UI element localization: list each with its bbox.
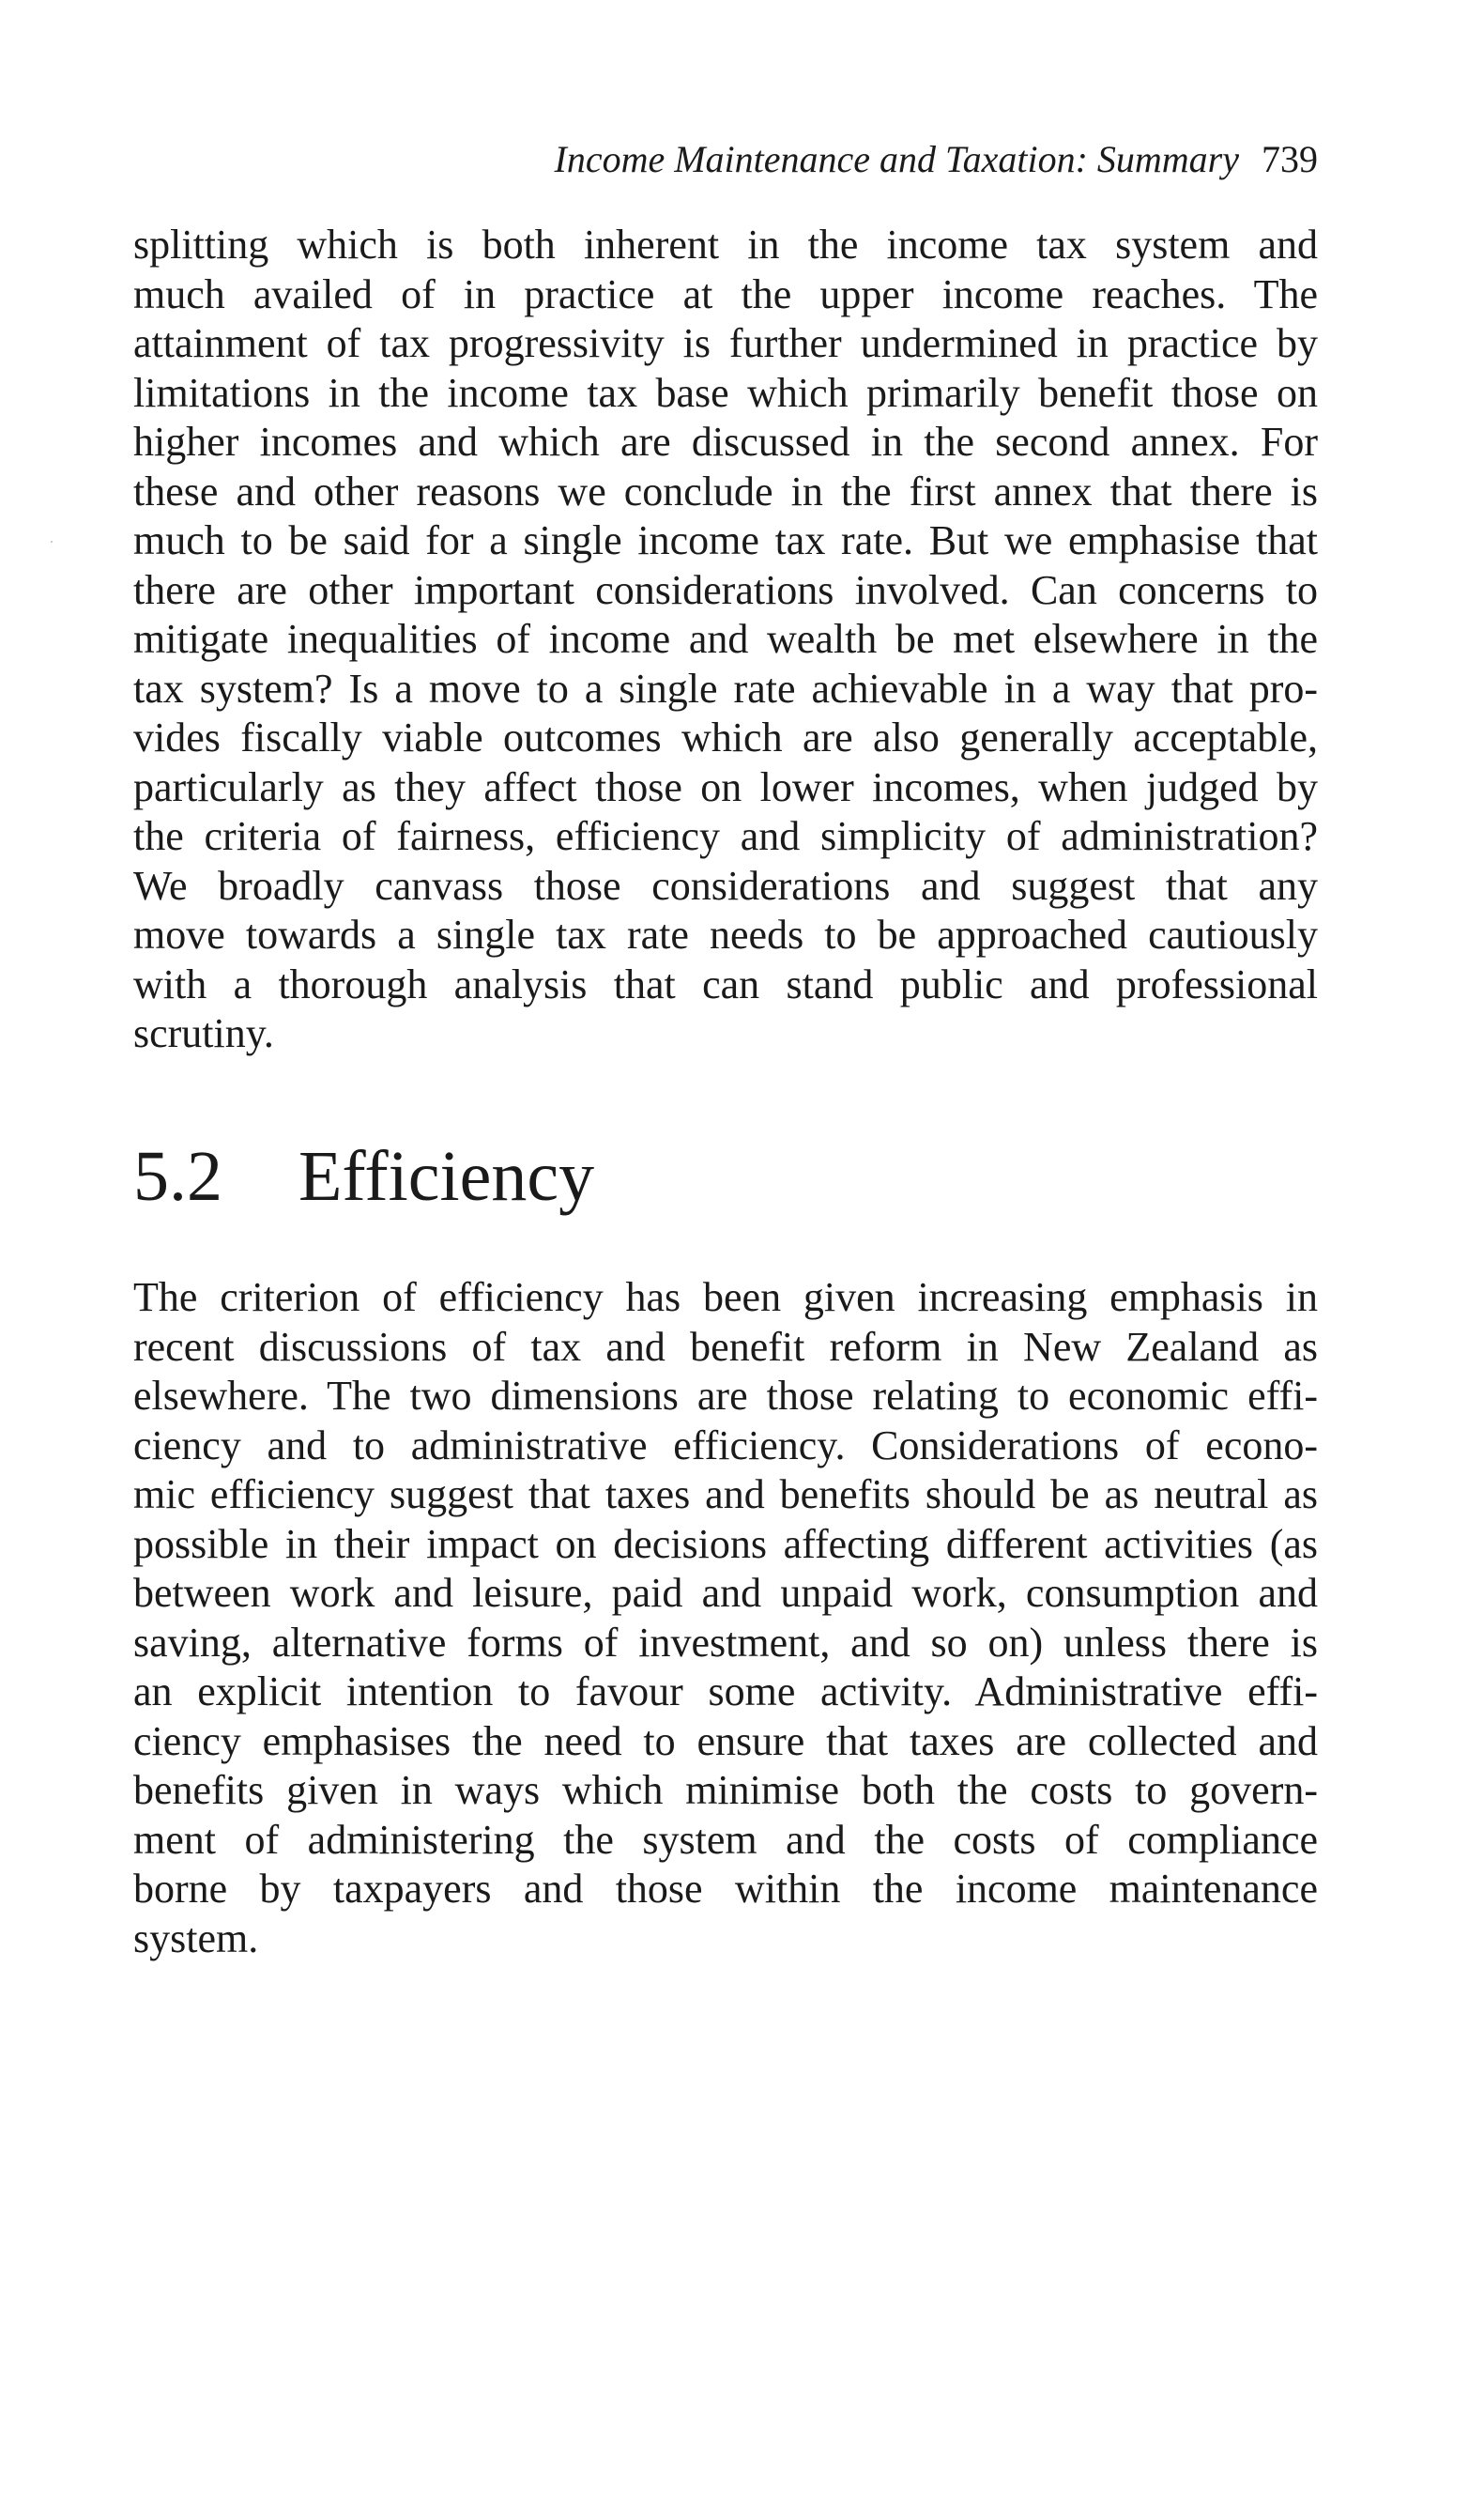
body-paragraph — [133, 1273, 1318, 1963]
text-line: possible in their impact on decisions affecting different activities (as — [133, 1520, 1318, 1567]
text-line: benefits given in ways which minimise both the costs to govern- — [133, 1767, 1318, 1813]
text-line: The criterion of efficiency has been given increasing emphasis in — [133, 1274, 1318, 1320]
text-line: much availed of in practice at the upper income reaches. The — [133, 270, 1318, 317]
text-line: particularly as they affect those on lower incomes, when judged by — [133, 763, 1318, 810]
body-paragraph — [133, 221, 1318, 1059]
text-line: scrutiny. — [133, 1010, 274, 1056]
text-line: recent discussions of tax and benefit reform in New Zealand as — [133, 1323, 1318, 1370]
text-line: the criteria of fairness, efficiency and simplicity of administration? — [133, 813, 1318, 859]
text-line: saving, alternative forms of investment, and so on) unless there is — [133, 1619, 1318, 1666]
section-heading — [133, 1137, 595, 1216]
text-line: attainment of tax progressivity is further undermined in practice by — [133, 320, 1318, 366]
text-line: We broadly canvass those considerations and suggest that any — [133, 862, 1318, 909]
section-title: Efficiency — [298, 1137, 595, 1216]
text-line: much to be said for a single income tax rate. But we emphasise that — [133, 517, 1318, 563]
running-head — [133, 138, 1318, 180]
text-line: with a thorough analysis that can stand public and professional — [133, 961, 1318, 1007]
text-line: vides fiscally viable outcomes which are also generally acceptable, — [133, 715, 1318, 761]
text-line: ciency emphasises the need to ensure that taxes are collected and — [133, 1717, 1318, 1764]
text-line: limitations in the income tax base which primarily benefit those on — [133, 369, 1318, 416]
text-line: higher incomes and which are discussed in the second annex. For — [133, 419, 1318, 465]
text-line: tax system? Is a move to a single rate achievable in a way that pro- — [133, 665, 1318, 712]
text-line: move towards a single tax rate needs to be approached cautiously — [133, 912, 1318, 958]
text-line: an explicit intention to favour some activity. Administrative effi- — [133, 1668, 1318, 1714]
text-line: there are other important considerations involved. Can concerns to — [133, 566, 1318, 613]
text-line: mic efficiency suggest that taxes and benefits should be as neutral as — [133, 1471, 1318, 1517]
text-line: borne by taxpayers and those within the income maintenance — [133, 1866, 1318, 1912]
running-head-title: Income Maintenance and Taxation: Summary — [554, 138, 1239, 180]
text-line: between work and leisure, paid and unpaid work, consumption and — [133, 1570, 1318, 1616]
text-line: splitting which is both inherent in the income tax system and — [133, 222, 1318, 268]
text-line: these and other reasons we conclude in the first annex that there is — [133, 468, 1318, 515]
text-line: system. — [133, 1914, 259, 1961]
text-line: ment of administering the system and the costs of compliance — [133, 1816, 1318, 1863]
text-line: mitigate inequalities of income and wealth be met elsewhere in the — [133, 616, 1318, 662]
page-number: 739 — [1262, 138, 1318, 180]
text-line: ciency and to administrative efficiency. Considerations of econo- — [133, 1422, 1318, 1468]
text-line: elsewhere. The two dimensions are those relating to economic effi- — [133, 1373, 1318, 1419]
section-number: 5.2 — [133, 1137, 222, 1216]
margin-mark — [51, 541, 53, 543]
